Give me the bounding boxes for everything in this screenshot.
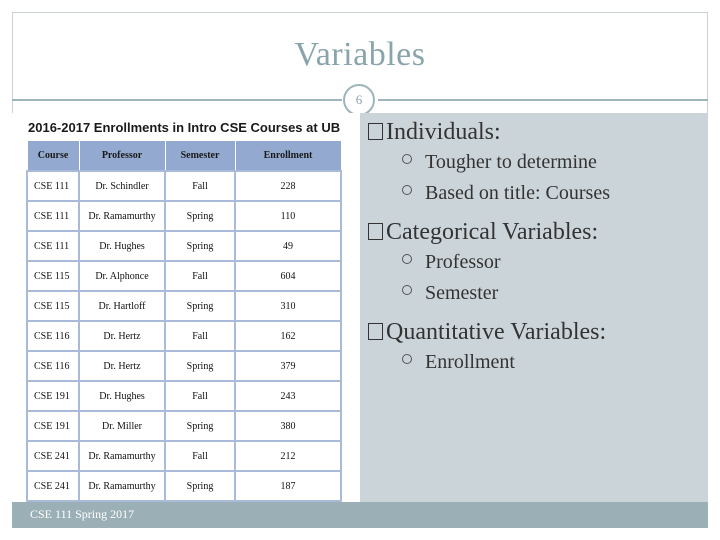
sub-bullet-text: Based on title: Courses — [425, 182, 610, 204]
cell-professor: Dr. Ramamurthy — [79, 201, 165, 231]
cell-semester: Fall — [165, 441, 235, 471]
table-title: 2016-2017 Enrollments in Intro CSE Courses at UB — [28, 120, 341, 135]
cell-enrollment: 49 — [235, 231, 341, 261]
circle-bullet-icon — [402, 185, 412, 195]
cell-professor: Dr. Ramamurthy — [79, 441, 165, 471]
table-row — [27, 231, 341, 261]
bullet-categorical — [368, 217, 704, 247]
cell-professor: Dr. Alphonce — [79, 261, 165, 291]
sub-bullet-text: Semester — [425, 282, 499, 304]
bullet-individuals — [368, 117, 704, 147]
circle-bullet-icon — [402, 285, 412, 295]
cell-professor: Dr. Miller — [79, 411, 165, 441]
table-row — [27, 261, 341, 291]
cell-professor: Dr. Hughes — [79, 231, 165, 261]
table-row — [27, 471, 341, 501]
title-divider-left — [12, 99, 342, 101]
cell-semester: Fall — [165, 171, 235, 201]
cell-semester: Spring — [165, 351, 235, 381]
cell-semester: Fall — [165, 321, 235, 351]
cell-professor: Dr. Hughes — [79, 381, 165, 411]
table-row — [27, 321, 341, 351]
table-header-row — [27, 141, 341, 172]
cell-semester: Spring — [165, 471, 235, 501]
cell-course: CSE 115 — [27, 261, 79, 291]
cell-course: CSE 111 — [27, 171, 79, 201]
page-number-badge: 6 — [343, 84, 375, 116]
footer-text: CSE 111 Spring 2017 — [30, 507, 135, 521]
cell-course: CSE 116 — [27, 351, 79, 381]
cell-course: CSE 241 — [27, 471, 79, 501]
cell-course: CSE 116 — [27, 321, 79, 351]
cell-semester: Spring — [165, 291, 235, 321]
cell-enrollment: 243 — [235, 381, 341, 411]
cell-course: CSE 111 — [27, 231, 79, 261]
square-bullet-icon — [368, 223, 383, 240]
header-enrollment: Enrollment — [235, 141, 341, 172]
header-course: Course — [27, 141, 79, 172]
table-row — [27, 381, 341, 411]
table-row — [27, 411, 341, 441]
cell-enrollment: 228 — [235, 171, 341, 201]
cell-enrollment: 379 — [235, 351, 341, 381]
cell-enrollment: 162 — [235, 321, 341, 351]
slide-title: Variables — [294, 36, 426, 73]
sub-bullet-text: Enrollment — [425, 351, 515, 373]
cell-professor: Dr. Hartloff — [79, 291, 165, 321]
cell-course: CSE 241 — [27, 441, 79, 471]
bullet-list — [368, 115, 704, 378]
cell-professor: Dr. Hertz — [79, 351, 165, 381]
sub-bullet-text: Professor — [425, 251, 501, 273]
cell-course: CSE 111 — [27, 201, 79, 231]
cell-enrollment: 110 — [235, 201, 341, 231]
square-bullet-icon — [368, 123, 383, 140]
sub-bullet — [368, 147, 704, 178]
square-bullet-icon — [368, 323, 383, 340]
bullet-quantitative — [368, 317, 704, 347]
circle-bullet-icon — [402, 254, 412, 264]
bullet-label: Individuals: — [386, 119, 501, 145]
sub-bullet — [368, 247, 704, 278]
cell-semester: Spring — [165, 231, 235, 261]
cell-enrollment: 212 — [235, 441, 341, 471]
cell-course: CSE 115 — [27, 291, 79, 321]
cell-semester: Fall — [165, 381, 235, 411]
cell-professor: Dr. Hertz — [79, 321, 165, 351]
table-row — [27, 171, 341, 201]
footer-bar — [12, 502, 708, 528]
table-row — [27, 201, 341, 231]
cell-enrollment: 187 — [235, 471, 341, 501]
circle-bullet-icon — [402, 354, 412, 364]
header-professor: Professor — [79, 141, 165, 172]
cell-course: CSE 191 — [27, 411, 79, 441]
cell-semester: Spring — [165, 411, 235, 441]
sub-bullet — [368, 347, 704, 378]
table-row — [27, 351, 341, 381]
cell-enrollment: 310 — [235, 291, 341, 321]
table-row — [27, 441, 341, 471]
cell-course: CSE 191 — [27, 381, 79, 411]
cell-semester: Fall — [165, 261, 235, 291]
title-divider-right — [378, 99, 708, 101]
enrollment-table — [26, 140, 342, 502]
cell-semester: Spring — [165, 201, 235, 231]
circle-bullet-icon — [402, 154, 412, 164]
sub-bullet-text: Tougher to determine — [425, 151, 597, 173]
bullet-label: Categorical Variables: — [386, 219, 599, 245]
table-row — [27, 291, 341, 321]
bullet-label: Quantitative Variables: — [386, 319, 607, 345]
cell-enrollment: 380 — [235, 411, 341, 441]
header-semester: Semester — [165, 141, 235, 172]
sub-bullet — [368, 178, 704, 209]
sub-bullet — [368, 278, 704, 309]
cell-enrollment: 604 — [235, 261, 341, 291]
cell-professor: Dr. Schindler — [79, 171, 165, 201]
cell-professor: Dr. Ramamurthy — [79, 471, 165, 501]
